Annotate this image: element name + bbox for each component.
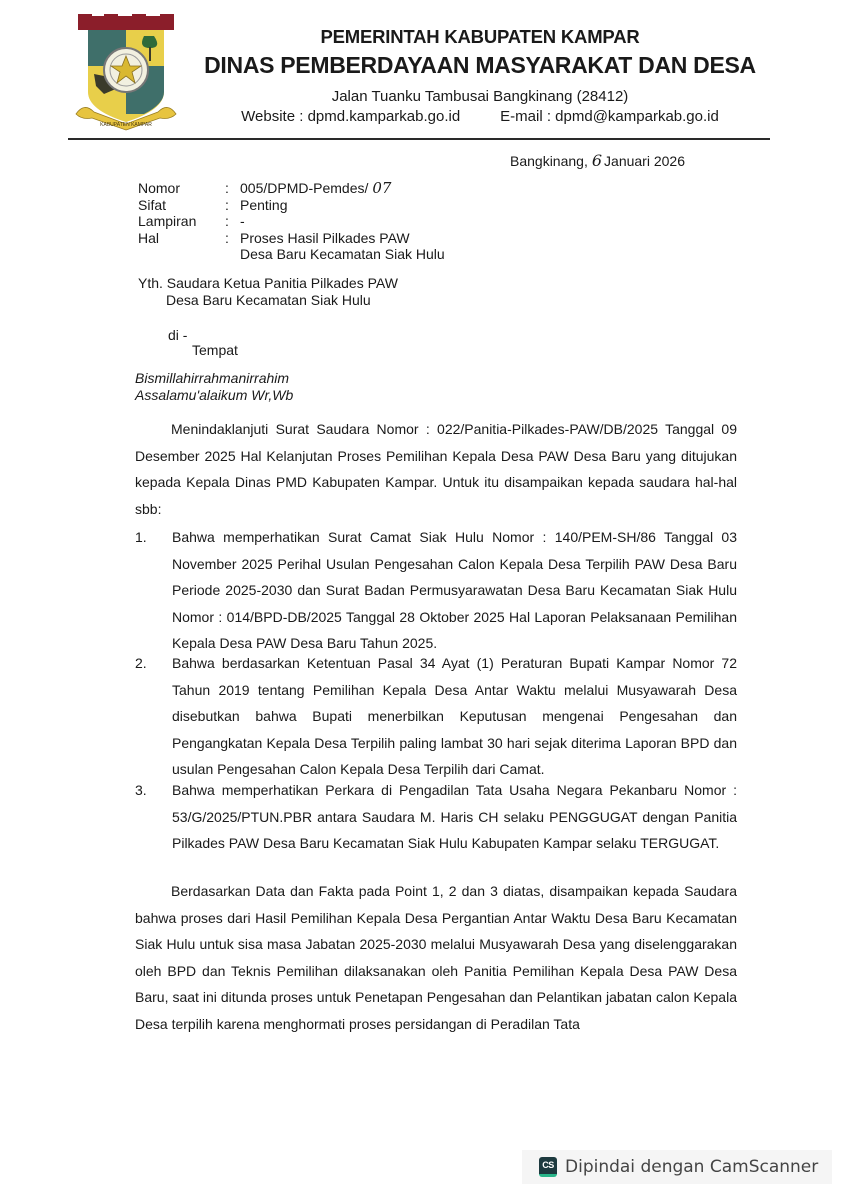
list-item-number: 2.: [135, 655, 147, 671]
letterhead-divider: [68, 138, 770, 140]
recipient-di: di -: [168, 327, 188, 343]
sifat-colon: :: [225, 196, 229, 213]
nomor-colon: :: [225, 180, 229, 196]
meta-row-hal: [138, 230, 445, 247]
recipient-block: [138, 275, 398, 308]
sifat-value: Penting: [240, 196, 288, 213]
conclusion-paragraph: Berdasarkan Data dan Fakta pada Point 1, 2 dan 3 diatas, disampaikan kepada Saudara bahwa proses dari Hasil Pemilihan Kepala Desa Pergantian Antar Waktu Desa Baru Kecamatan Siak Hulu untuk sisa masa Jabatan 2025-2030 melalui Musyawarah Desa yang diselenggarakan oleh BPD dan Teknis Pemilihan dilaksanakan oleh Panitia Pemilihan Kepala Desa PAW Desa Baru, saat ini ditunda proses untuk Penetapan Pengesahan dan Pelantikan jabatan calon Kepala Desa terpilih karena menghormati proses persidangan di Peradilan Tata: [135, 883, 737, 1032]
recipient-line1: Yth. Saudara Ketua Panitia Pilkades PAW: [138, 275, 398, 291]
letter-metadata: [138, 180, 445, 263]
hal-label: Hal: [138, 229, 160, 246]
meta-row-nomor: [138, 180, 445, 197]
list-item-text: Bahwa berdasarkan Ketentuan Pasal 34 Ayat (1) Peraturan Bupati Kampar Nomor 72 Tahun 2019 tentang Pemilihan Kepala Desa Antar Waktu melalui Musyawarah Desa disebutkan bahwa Bupati menerbilkan Keputusan mengenai Pengesahan dan Pengangkatan Kepala Desa Terpilih paling lambat 30 hari sejak diterima Laporan BPD dan usulan Pengesahan Calon Kepala Desa Terpilih dari Camat.: [172, 655, 737, 778]
greeting-salam: Assalamu'alaikum Wr,Wb: [135, 386, 294, 403]
nomor-handwritten: 07: [372, 179, 392, 197]
lampiran-value: -: [240, 213, 245, 229]
agency-address: Jalan Tuanku Tambusai Bangkinang (28412): [331, 88, 629, 105]
nomor-value-text: 005/DPMD-Pemdes/: [240, 180, 369, 196]
list-item: [135, 777, 737, 857]
website-link[interactable]: Website : dpmd.kamparkab.go.id: [241, 108, 461, 125]
letter-date: [510, 151, 685, 170]
sifat-label: Sifat: [138, 196, 167, 213]
list-item-text: Bahwa memperhatikan Surat Camat Siak Hulu Nomor : 140/PEM-SH/86 Tanggal 03 November 2025 Perihal Usulan Pengesahan Calon Kepala Desa Terpilih PAW Desa Baru Periode 2025-2030 dan Surat Badan Permusyarawatan Desa Baru Kecamatan Siak Hulu Nomor : 014/BPD-DB/2025 Tanggal 28 Oktober 2025 Hal Laporan Pelaksanaan Pemilihan Kepala Desa PAW Desa Baru Tahun 2025.: [172, 529, 737, 652]
recipient-tempat: Tempat: [192, 342, 238, 358]
list-item: [135, 650, 737, 783]
hal-value-line1: Proses Hasil Pilkades PAW: [240, 229, 410, 246]
list-item-number: 3.: [135, 782, 147, 798]
meta-row-lampiran: [138, 213, 445, 230]
date-place: Bangkinang,: [510, 153, 588, 169]
list-item-text: Bahwa memperhatikan Perkara di Pengadilan Tata Usaha Negara Pekanbaru Nomor : 53/G/2025/PTUN.PBR antara Saudara M. Haris CH selaku PENGGUGAT dengan Panitia Pilkades PAW Desa Baru Kecamatan Siak Hulu Kabupaten Kampar selaku TERGUGAT.: [172, 782, 737, 852]
greeting-block: [135, 370, 293, 403]
date-month-year: Januari 2026: [604, 153, 685, 169]
camscanner-icon: CS: [539, 1157, 557, 1177]
lampiran-label: Lampiran: [138, 213, 197, 229]
email-link[interactable]: E-mail : dpmd@kamparkab.go.id: [500, 108, 719, 125]
lampiran-colon: :: [225, 213, 229, 229]
list-item: [135, 524, 737, 657]
nomor-label: Nomor: [138, 180, 181, 196]
list-item-number: 1.: [135, 529, 147, 545]
hal-colon: :: [225, 229, 229, 246]
greeting-bismillah: Bismillahirrahmanirrahim: [135, 370, 290, 386]
logo-banner-text: KABUPATEN KAMPAR: [100, 122, 152, 128]
meta-row-sifat: [138, 197, 445, 214]
contact-line: [180, 108, 780, 125]
camscanner-text: Dipindai dengan CamScanner: [565, 1157, 819, 1177]
intro-paragraph: Menindaklanjuti Surat Saudara Nomor : 022/Panitia-Pilkades-PAW/DB/2025 Tanggal 09 Desember 2025 Hal Kelanjutan Proses Pemilihan Kepala Desa PAW Desa Baru yang ditujukan kepada Kepala Dinas PMD Kabupaten Kampar. Untuk itu disampaikan kepada saudara hal-hal sbb:: [135, 421, 737, 517]
government-name: PEMERINTAH KABUPATEN KAMPAR: [320, 26, 640, 47]
date-day-handwritten: 6: [591, 151, 603, 170]
hal-value-line2: Desa Baru Kecamatan Siak Hulu: [240, 246, 445, 262]
camscanner-watermark: [522, 1150, 832, 1184]
kampar-coat-of-arms-logo: [74, 14, 178, 132]
recipient-line2: Desa Baru Kecamatan Siak Hulu: [166, 291, 371, 308]
nomor-value: [240, 180, 391, 197]
agency-name: DINAS PEMBERDAYAAN MASYARAKAT DAN DESA: [204, 52, 756, 78]
